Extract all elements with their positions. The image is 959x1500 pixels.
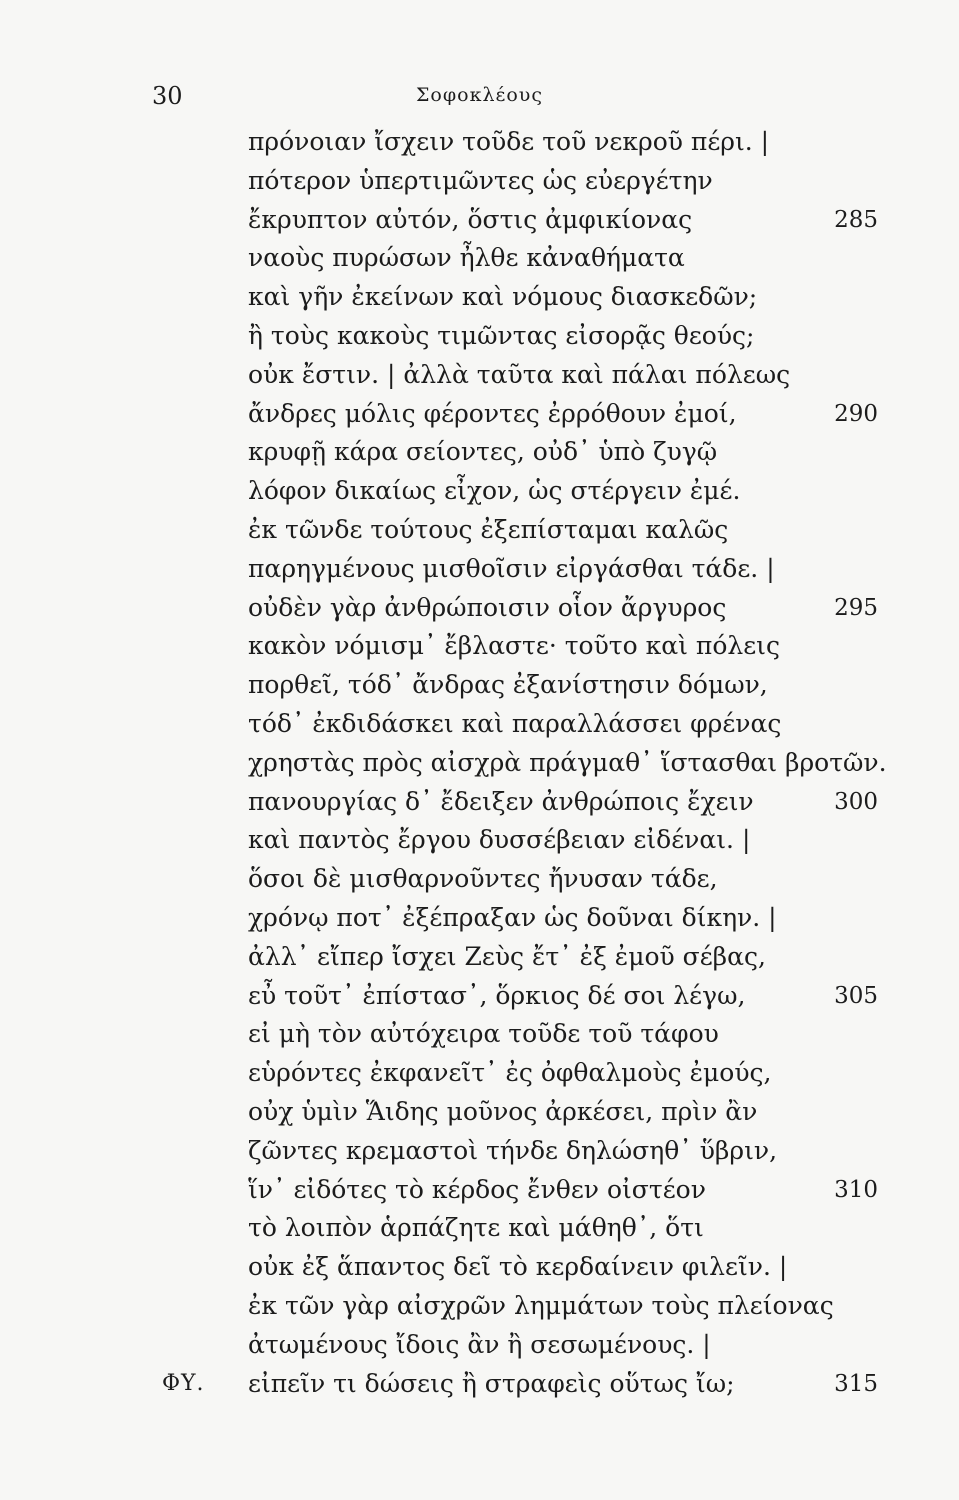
verse-text: ἀλλ᾽ εἴπερ ἴσχει Ζεὺς ἔτ᾽ ἐξ ἐμοῦ σέβας, xyxy=(248,941,766,971)
verse-line xyxy=(248,356,888,395)
verse-line xyxy=(248,1209,888,1248)
line-number: 285 xyxy=(834,206,878,233)
verse-text: πότερον ὑπερτιμῶντες ὡς εὐεργέτην xyxy=(248,165,713,195)
verse-line xyxy=(248,1093,888,1132)
verse-line xyxy=(248,162,888,201)
verse-list xyxy=(162,123,888,1403)
verse-text: πρόνοιαν ἴσχειν τοῦδε τοῦ νεκροῦ πέρι. | xyxy=(248,127,770,156)
running-title: Σοφοκλέους xyxy=(415,84,543,106)
verse-text: εὖ τοῦτ᾽ ἐπίστασ᾽, ὅρκιος δέ σοι λέγω, xyxy=(248,980,746,1010)
verse-line xyxy=(248,627,888,666)
verse-line xyxy=(248,666,888,705)
verse-text: πορθεῖ, τόδ᾽ ἄνδρας ἐξανίστησιν δόμων, xyxy=(248,670,768,700)
line-number: 305 xyxy=(834,982,878,1009)
line-number: 315 xyxy=(834,1370,878,1397)
verse-text: λόφον δικαίως εἶχον, ὡς στέργειν ἐμέ. xyxy=(248,476,741,506)
verse-text: τόδ᾽ ἐκδιδάσκει καὶ παραλλάσσει φρένας xyxy=(248,708,782,738)
verse-text: παρηγμένους μισθοῖσιν εἰργάσθαι τάδε. | xyxy=(248,553,775,583)
verse-line xyxy=(248,239,888,278)
verse-line xyxy=(248,278,888,317)
verse-line xyxy=(248,123,888,162)
verse-line xyxy=(248,705,888,744)
verse-text: χρόνῳ ποτ᾽ ἐξέπραξαν ὡς δοῦναι δίκην. | xyxy=(248,902,777,932)
verse-line xyxy=(248,589,888,628)
verse-text: τὸ λοιπὸν ἁρπάζητε καὶ μάθηθ᾽, ὅτι xyxy=(248,1213,704,1243)
verse-text: οὐδὲν γὰρ ἀνθρώποισιν οἷον ἄργυρος xyxy=(248,592,727,622)
verse-line xyxy=(248,744,888,783)
line-number: 310 xyxy=(834,1176,878,1203)
verse-line xyxy=(248,472,888,511)
line-number: 290 xyxy=(834,400,878,427)
verse-line xyxy=(248,938,888,977)
verse-line xyxy=(248,1171,888,1210)
verse-line xyxy=(248,821,888,860)
verse-line xyxy=(248,395,888,434)
verse-line xyxy=(248,1015,888,1054)
verse-text: πανουργίας δ᾽ ἔδειξεν ἀνθρώποις ἔχειν xyxy=(248,786,754,816)
verse-text: ἢ τοὺς κακοὺς τιμῶντας εἰσορᾷς θεούς; xyxy=(248,320,755,350)
verse-text: ἵν᾽ εἰδότες τὸ κέρδος ἔνθεν οἰστέον xyxy=(248,1174,706,1204)
verse-text: εὑρόντες ἐκφανεῖτ᾽ ἐς ὀφθαλμοὺς ἐμούς, xyxy=(248,1058,772,1088)
verse-line xyxy=(248,1326,888,1365)
verse-text: ἐκ τῶνδε τούτους ἐξεπίσταμαι καλῶς xyxy=(248,514,729,544)
verse-text: ἄνδρες μόλις φέροντες ἐρρόθουν ἐμοί, xyxy=(248,398,737,428)
verse-text: ἐκ τῶν γὰρ αἰσχρῶν λημμάτων τοὺς πλείονας xyxy=(248,1290,834,1320)
verse-text: καὶ γῆν ἐκείνων καὶ νόμους διασκεδῶν; xyxy=(248,282,758,312)
line-number: 300 xyxy=(834,788,878,815)
verse-text: ἔκρυπτον αὐτόν, ὅστις ἀμφικίονας xyxy=(248,204,693,234)
verse-text: ζῶντες κρεμαστοὶ τήνδε δηλώσηθ᾽ ὕβριν, xyxy=(248,1135,778,1165)
verse-text: ἀτωμένους ἴδοις ἂν ἢ σεσωμένους. | xyxy=(248,1329,711,1359)
verse-line xyxy=(248,317,888,356)
verse-line xyxy=(248,550,888,589)
verse-line xyxy=(248,1248,888,1287)
verse-line xyxy=(248,1054,888,1093)
verse-text: κρυφῇ κάρα σείοντες, οὐδ᾽ ὑπὸ ζυγῷ xyxy=(248,437,718,467)
verse-line xyxy=(248,1132,888,1171)
verse-line xyxy=(248,899,888,938)
verse-line xyxy=(248,860,888,899)
verse-text: οὐκ ἐξ ἅπαντος δεῖ τὸ κερδαίνειν φιλεῖν. | xyxy=(248,1252,788,1282)
verse-line xyxy=(162,1365,888,1404)
verse-line xyxy=(248,433,888,472)
verse-line xyxy=(248,201,888,240)
line-number: 295 xyxy=(834,594,878,621)
verse-text: οὐκ ἔστιν. | ἀλλὰ ταῦτα καὶ πάλαι πόλεως xyxy=(248,359,791,389)
verse-text: χρηστὰς πρὸς αἰσχρὰ πράγμαθ᾽ ἵστασθαι βροτῶν. xyxy=(248,747,887,777)
verse-line xyxy=(248,783,888,822)
verse-text: οὐχ ὑμὶν Ἅιδης μοῦνος ἀρκέσει, πρὶν ἂν xyxy=(248,1096,758,1126)
verse-text: εἰπεῖν τι δώσεις ἢ στραφεὶς οὕτως ἴω; xyxy=(248,1368,735,1398)
verse-text: ὅσοι δὲ μισθαρνοῦντες ἤνυσαν τάδε, xyxy=(248,864,718,894)
verse-line xyxy=(248,1287,888,1326)
verse-text: καὶ παντὸς ἔργου δυσσέβειαν εἰδέναι. | xyxy=(248,825,751,855)
page-number: 30 xyxy=(152,82,183,110)
speaker-label: ΦΥ. xyxy=(162,1370,205,1396)
verse-text: κακὸν νόμισμ᾽ ἔβλαστε· τοῦτο καὶ πόλεις xyxy=(248,631,780,661)
verse-text: ναοὺς πυρώσων ἦλθε κἀναθήματα xyxy=(248,243,685,273)
verse-line xyxy=(248,977,888,1016)
verse-line xyxy=(248,511,888,550)
verse-text: εἰ μὴ τὸν αὐτόχειρα τοῦδε τοῦ τάφου xyxy=(248,1019,719,1049)
